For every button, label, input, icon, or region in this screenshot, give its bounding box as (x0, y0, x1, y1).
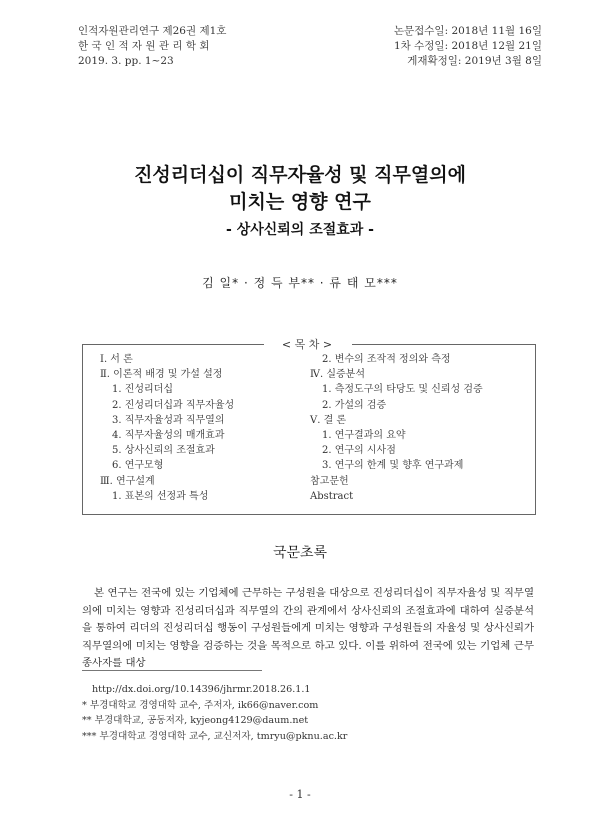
toc-left-column (100, 352, 234, 504)
toc-item: 3. 연구의 한계 및 향후 연구과제 (322, 460, 464, 472)
toc-item: 2. 변수의 조작적 정의와 측정 (322, 354, 451, 365)
toc-heading: < 목 차 > (281, 338, 333, 351)
page-number: - 1 - (289, 788, 311, 801)
footnote-divider (82, 670, 262, 671)
paper-title-line-1: 진성리더십이 직무자율성 및 직무열의에 (134, 164, 466, 186)
toc-item: Ⅲ. 연구설계 (100, 475, 155, 487)
toc-item: 1. 연구결과의 요약 (322, 430, 406, 442)
received-date: 논문접수일: 2018년 11월 16일 (393, 25, 542, 37)
authors: 김 일* · 정 득 부** · 류 태 모*** (202, 276, 398, 290)
toc-item: Ⅰ. 서 론 (100, 354, 133, 365)
footnote-author-1: * 부경대학교 경영대학 교수, 주저자, ik66@naver.com (82, 699, 319, 711)
footnote-author-2: ** 부경대학교, 공동저자, kyjeong4129@daum.net (82, 715, 309, 727)
submission-dates (394, 24, 542, 69)
toc-item: 2. 가설의 검증 (322, 399, 387, 411)
journal-info (78, 24, 226, 69)
abstract-title: 국문초록 (272, 545, 328, 561)
toc-item: 1. 측정도구의 타당도 및 신뢰성 검증 (322, 384, 483, 396)
toc-item: 6. 연구모형 (112, 460, 164, 472)
toc-item: 2. 진성리더십과 직무자율성 (112, 399, 235, 411)
doi-link[interactable]: http://dx.doi.org/10.14396/jhrmr.2018.26.1.1 (92, 684, 311, 695)
toc-item: Ⅴ. 결 론 (310, 414, 347, 426)
toc-item: 1. 표본의 선정과 특성 (112, 490, 209, 502)
paper-subtitle: - 상사신뢰의 조절효과 - (226, 222, 374, 238)
footnotes (82, 682, 347, 744)
revised-date: 1차 수정일: 2018년 12월 21일 (393, 40, 542, 52)
toc-item: Ⅳ. 실증분석 (310, 369, 365, 381)
toc-item: 1. 진성리더십 (112, 384, 174, 396)
toc-item: 5. 상사신뢰의 조절효과 (112, 445, 215, 457)
toc-right-column (310, 352, 483, 504)
toc-item: 4. 직무자율성의 매개효과 (112, 430, 225, 442)
toc-item: 참고문헌 (310, 475, 349, 487)
journal-name: 인적자원관리연구 제26권 제1호 (78, 25, 227, 37)
issue-pages: 2019. 3. pp. 1~23 (78, 55, 174, 67)
paper-title-line-2: 미치는 영향 연구 (229, 191, 371, 213)
accepted-date: 게재확정일: 2019년 3월 8일 (407, 55, 542, 67)
abstract-body: 본 연구는 전국에 있는 기업체에 근무하는 구성원을 대상으로 진성리더십이 직무자율성 및 직무열의에 미치는 영향과 진성리더십과 직무열의 간의 관계에서 상사신뢰의 조절효과에 대하여 실증분석을 통하여 리더의 진성리더십 행동이 구성원들에게 미치는 영향과 구성원들의 자율성 및 상사신뢰가 직무열의에 미치는 영향을 검증하는 것을 목적으로 하고 있다. 이를 위하여 전국에 있는 기업체 근무 종사자를 대상 (82, 587, 534, 669)
toc-top-rule-right (352, 344, 535, 345)
toc-item: Ⅱ. 이론적 배경 및 가설 설정 (100, 369, 223, 381)
toc-item: 3. 직무자율성과 직무열의 (112, 414, 225, 426)
toc-item: 2. 연구의 시사점 (322, 445, 396, 457)
toc-item: Abstract (310, 490, 354, 502)
footnote-author-3: *** 부경대학교 경영대학 교수, 교신저자, tmryu@pknu.ac.kr (82, 730, 348, 742)
toc-top-rule-left (82, 344, 264, 345)
society-name: 한 국 인 적 자 원 관 리 학 회 (78, 40, 210, 52)
